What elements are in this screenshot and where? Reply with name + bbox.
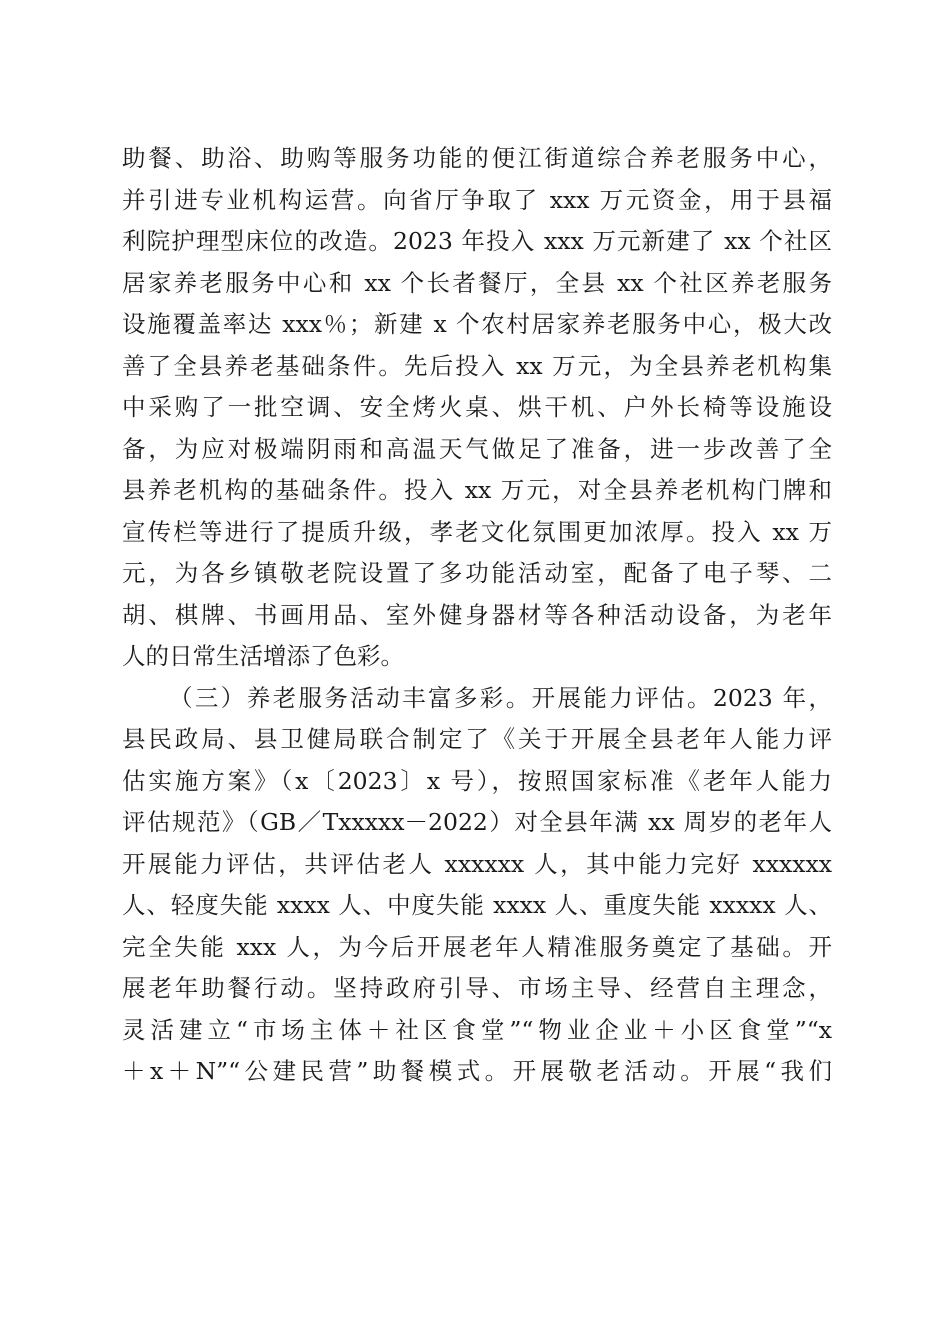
text-line: 估实施方案》（x〔2023〕x 号），按照国家标准《老年人能力: [122, 766, 832, 795]
paragraph-end-line: 人的日常生活增添了色彩。: [122, 642, 404, 670]
text-line: 人、轻度失能 xxxx 人、中度失能 xxxx 人、重度失能 xxxxx 人、: [122, 891, 832, 919]
text-line: 完全失能 xxx 人，为今后开展老年人精准服务奠定了基础。开: [122, 932, 832, 961]
text-line: 助餐、助浴、助购等服务功能的便江街道综合养老服务中心，: [122, 144, 832, 172]
text-line: ＋x＋N”“公建民营”助餐模式。开展敬老活动。开展“我们: [122, 1057, 832, 1085]
text-line: 县民政局、县卫健局联合制定了《关于开展全县老年人能力评: [122, 725, 832, 753]
text-line: 利院护理型床位的改造。2023 年投入 xxx 万元新建了 xx 个社区: [122, 227, 832, 255]
text-line: 元，为各乡镇敬老院设置了多功能活动室，配备了电子琴、二: [122, 559, 832, 587]
text-line: 中采购了一批空调、安全烤火桌、烘干机、户外长椅等设施设: [122, 393, 832, 421]
body-text: [122, 138, 832, 1093]
text-line: 评估规范》（GB／Txxxxx－2022）对全县年满 xx 周岁的老年人: [122, 808, 832, 836]
text-line: 善了全县养老基础条件。先后投入 xx 万元，为全县养老机构集: [122, 351, 832, 380]
text-line: 宣传栏等进行了提质升级，孝老文化氛围更加浓厚。投入 xx 万: [122, 517, 832, 546]
text-line: 开展能力评估，共评估老人 xxxxxx 人，其中能力完好 xxxxxx: [122, 849, 832, 878]
text-line: 县养老机构的基础条件。投入 xx 万元，对全县养老机构门牌和: [122, 476, 832, 504]
text-line: 并引进专业机构运营。向省厅争取了 xxx 万元资金，用于县福: [122, 185, 832, 214]
text-line: 居家养老服务中心和 xx 个长者餐厅，全县 xx 个社区养老服务: [122, 268, 832, 297]
section-heading-line: （三）养老服务活动丰富多彩。开展能力评估。2023 年，: [169, 683, 832, 712]
text-line: 灵活建立“市场主体＋社区食堂”“物业企业＋小区食堂”“x: [122, 1015, 832, 1044]
text-line: 设施覆盖率达 xxx％；新建 x 个农村居家养老服务中心，极大改: [122, 310, 832, 338]
text-line: 展老年助餐行动。坚持政府引导、市场主导、经营自主理念，: [122, 974, 832, 1002]
text-line: 备，为应对极端阴雨和高温天气做足了准备，进一步改善了全: [122, 434, 832, 463]
text-line: 胡、棋牌、书画用品、室外健身器材等各种活动设备，为老年: [122, 600, 832, 629]
